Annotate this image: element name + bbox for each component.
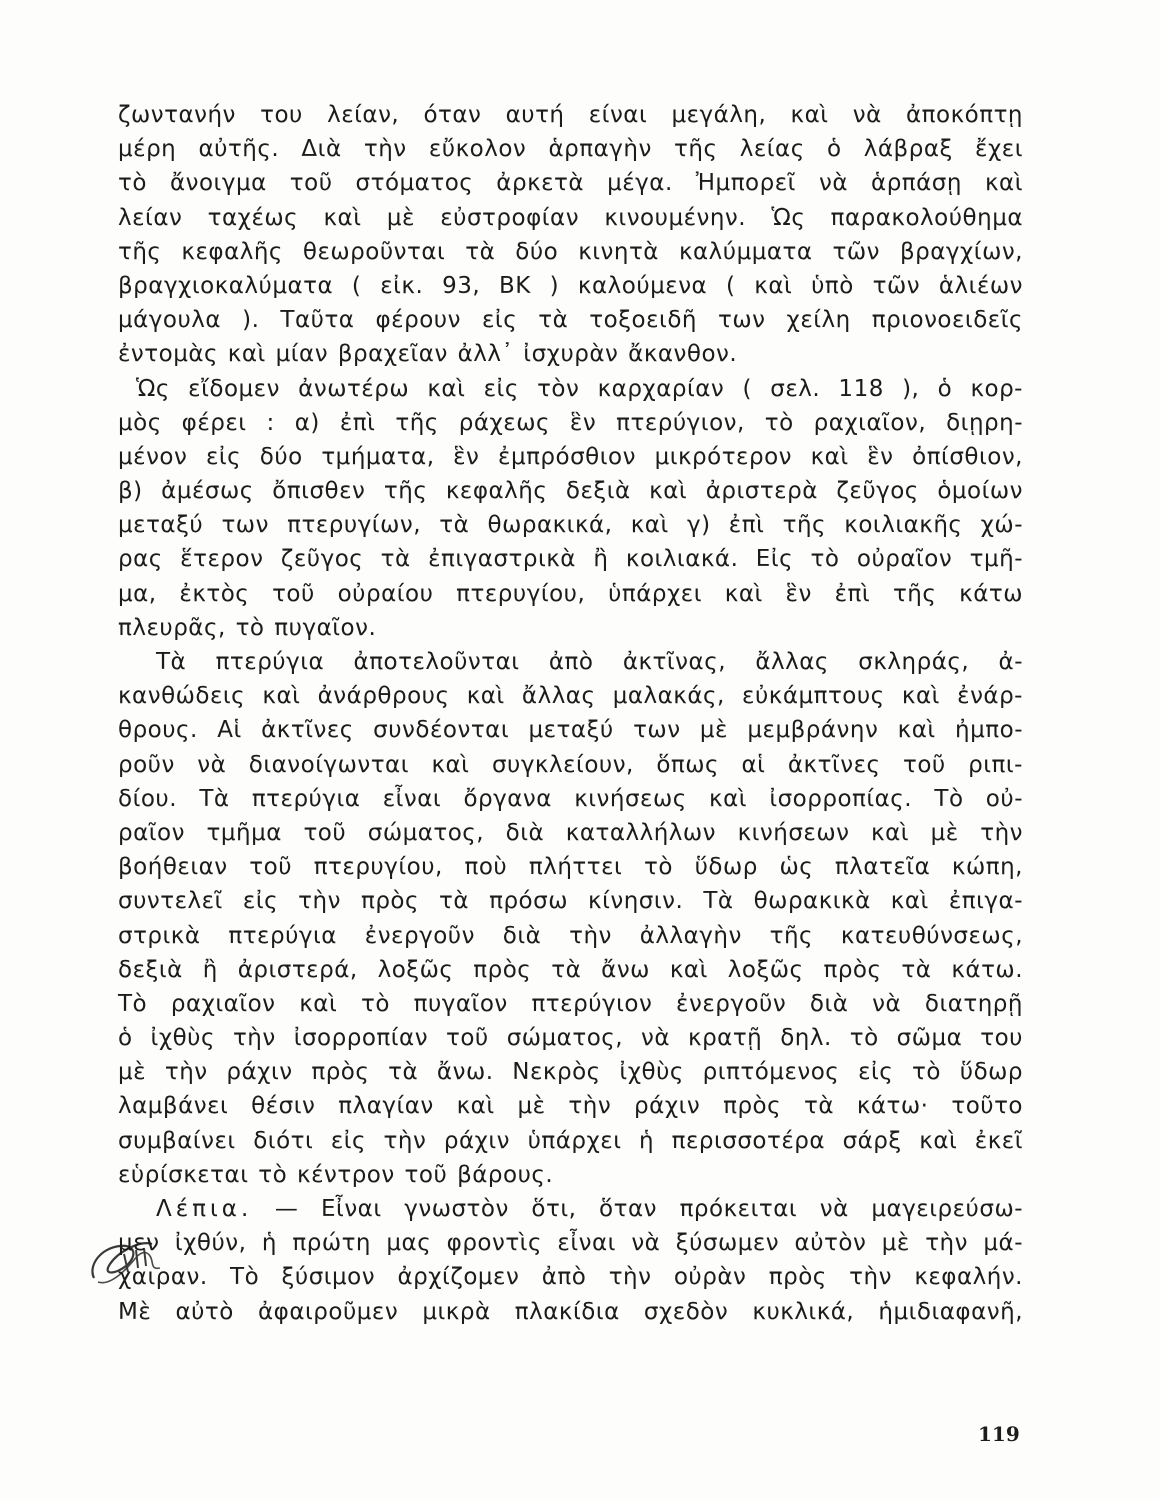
- text-line: μὸς φέρει : α) ἐπὶ τῆς ράχεως ἓν πτερύγιον, τὸ ραχιαῖον, διῃρη-: [118, 409, 1023, 436]
- text-line: Τὰ πτερύγια ἀποτελοῦνται ἀπὸ ἀκτῖνας, ἄλλας σκληράς, ἀ-: [156, 649, 1023, 675]
- text-line: λαμβάνει θέσιν πλαγίαν καὶ μὲ τὴν ράχιν πρὸς τὰ κάτω· τοῦτο: [118, 1093, 1023, 1120]
- text-line: στρικὰ πτερύγια ἐνεργοῦν διὰ τὴν ἀλλαγὴν τῆς κατευθύνσεως,: [118, 922, 1023, 949]
- text-line: βοήθειαν τοῦ πτερυγίου, ποὺ πλήττει τὸ ὕδωρ ὡς πλατεῖα κώπη,: [118, 854, 1023, 881]
- text-line: ρας ἕτερον ζεῦγος τὰ ἐπιγαστρικὰ ἢ κοιλιακά. Εἰς τὸ οὐραῖον τμῆ-: [118, 546, 1023, 573]
- text-line: ἐντομὰς καὶ μίαν βραχεῖαν ἀλλ᾿ ἰσχυρὰν ἄκανθον.: [118, 341, 738, 368]
- text-line: δίου. Τὰ πτερύγια εἶναι ὄργανα κινήσεως καὶ ἰσορροπίας. Τὸ οὐ-: [118, 785, 1023, 812]
- text-line: Ὡς εἴδομεν ἀνωτέρω καὶ εἰς τὸν καρχαρίαν ( σελ. 118 ), ὁ κορ-: [136, 375, 1023, 402]
- text-line: πλευρᾶς, τὸ πυγαῖον.: [118, 614, 377, 641]
- body-text: [118, 98, 1023, 1329]
- text-line: ζωντανήν του λείαν, όταν αυτή είναι μεγάλη, καὶ νὰ ἀποκόπτῃ: [118, 102, 1023, 128]
- text-line: λείαν ταχέως καὶ μὲ εὐστροφίαν κινουμένην. Ὡς παρακολούθημα: [118, 204, 1023, 231]
- text-line: θρους. Αἱ ἀκτῖνες συνδέονται μεταξύ των μὲ μεμβράνην καὶ ἠμπο-: [118, 717, 1023, 744]
- text-line: μέρη αὐτῆς. Διὰ τὴν εὔκολον ἁρπαγὴν τῆς λείας ὁ λάβραξ ἔχει: [118, 136, 1023, 163]
- text-line: μα, ἐκτὸς τοῦ οὐραίου πτερυγίου, ὑπάρχει καὶ ἓν ἐπὶ τῆς κάτω: [118, 580, 1023, 607]
- text-line: μάγουλα ). Ταῦτα φέρουν εἰς τὰ τοξοειδῆ των χείλη πριονοειδεῖς: [118, 307, 1023, 334]
- section-title: Λέπια.: [156, 1196, 253, 1222]
- text-line: μεν ἰχθύν, ἡ πρώτη μας φροντὶς εἶναι νὰ ξύσωμεν αὐτὸν μὲ τὴν μά-: [118, 1230, 1023, 1257]
- text-line: Τὸ ραχιαῖον καὶ τὸ πυγαῖον πτερύγιον ἐνεργοῦν διὰ νὰ διατηρῇ: [118, 990, 1023, 1017]
- text-line: εὑρίσκεται τὸ κέντρον τοῦ βάρους.: [118, 1161, 554, 1188]
- page-number: 119: [978, 1422, 1020, 1446]
- text-line: Μὲ αὐτὸ ἀφαιροῦμεν μικρὰ πλακίδια σχεδὸν κυκλικά, ἡμιδιαφανῆ,: [118, 1298, 1023, 1325]
- text-line: β) ἀμέσως ὄπισθεν τῆς κεφαλῆς δεξιὰ καὶ ἀριστερὰ ζεῦγος ὁμοίων: [118, 478, 1023, 505]
- text-line: κανθώδεις καὶ ἀνάρθρους καὶ ἄλλας μαλακάς, εὐκάμπτους καὶ ἐνάρ-: [118, 683, 1023, 710]
- text-line: μὲ τὴν ράχιν πρὸς τὰ ἄνω. Νεκρὸς ἰχθὺς ριπτόμενος εἰς τὸ ὕδωρ: [118, 1059, 1023, 1086]
- text-line: ροῦν νὰ διανοίγωνται καὶ συγκλείουν, ὅπως αἱ ἀκτῖνες τοῦ ριπι-: [118, 751, 1023, 778]
- text-line: μεταξύ των πτερυγίων, τὰ θωρακικά, καὶ γ) ἐπὶ τῆς κοιλιακῆς χώ-: [118, 512, 1023, 539]
- text-line: δεξιὰ ἢ ἀριστερά, λοξῶς πρὸς τὰ ἄνω καὶ λοξῶς πρὸς τὰ κάτω.: [118, 956, 1023, 983]
- text-line: βραγχιοκαλύματα ( εἰκ. 93, ΒΚ ) καλούμενα ( καὶ ὑπὸ τῶν ἁλιέων: [118, 272, 1023, 299]
- text-line: μένον εἰς δύο τμήματα, ἓν ἐμπρόσθιον μικρότερον καὶ ἓν ὀπίσθιον,: [118, 443, 1023, 470]
- text-line: συμβαίνει διότι εἰς τὴν ράχιν ὑπάρχει ἡ περισσοτέρα σάρξ καὶ ἐκεῖ: [118, 1127, 1023, 1154]
- text-line: χαιραν. Τὸ ξύσιμον ἀρχίζομεν ἀπὸ τὴν οὐρὰν πρὸς τὴν κεφαλήν.: [118, 1264, 1023, 1291]
- text-line: τὸ ἄνοιγμα τοῦ στόματος ἀρκετὰ μέγα. Ἠμπορεῖ νὰ ἁρπάσῃ καὶ: [118, 170, 1023, 197]
- text-line: συντελεῖ εἰς τὴν πρὸς τὰ πρόσω κίνησιν. Τὰ θωρακικὰ καὶ ἐπιγα-: [118, 888, 1023, 915]
- section-text: — Εἶναι γνωστὸν ὅτι, ὅταν πρόκειται νὰ μαγειρεύσω-: [274, 1196, 1023, 1222]
- text-line: ὁ ἰχθὺς τὴν ἰσορροπίαν τοῦ σώματος, νὰ κρατῇ δηλ. τὸ σῶμα του: [118, 1025, 1023, 1052]
- text-line: τῆς κεφαλῆς θεωροῦνται τὰ δύο κινητὰ καλύμματα τῶν βραγχίων,: [118, 238, 1023, 265]
- section-line: [118, 1192, 1023, 1226]
- text-line: ραῖον τμῆμα τοῦ σώματος, διὰ καταλλήλων κινήσεων καὶ μὲ τὴν: [118, 819, 1023, 846]
